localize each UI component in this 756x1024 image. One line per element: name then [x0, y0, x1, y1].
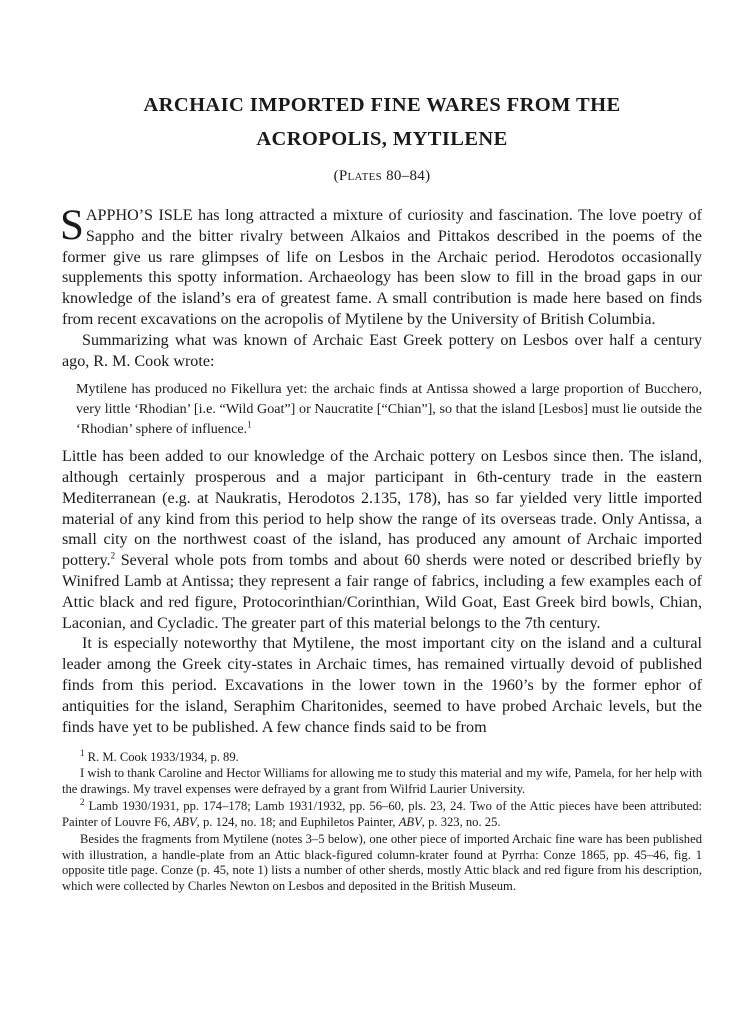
paragraph-3: [62, 447, 702, 634]
footnotes: [62, 750, 702, 894]
plates-reference: (Plates 80–84): [333, 168, 431, 184]
article-page: [62, 88, 702, 895]
paragraph-2: Summarizing what was known of Archaic East Greek pottery on Lesbos over half a century ago, R. M. Cook wrote:: [62, 331, 702, 370]
footnote-2-number: 2: [80, 796, 85, 807]
footnote-1-text: R. M. Cook 1933/1934, p. 89.: [84, 750, 239, 765]
footnote-1-acknowledgment: I wish to thank Caroline and Hector Williams for allowing me to study this material and my wife, Pamela, for her help with the drawings. My travel expenses were defrayed by a grant from Wilfrid Laurier University.: [62, 765, 702, 796]
paragraph-1: [60, 202, 702, 331]
paragraph-1-text: APPHO’S ISLE has long attracted a mixture of curiosity and fascination. The love poetry of Sappho and the bitter rivalry between Alkaios and Pittakos described in the poems of the former give us rare glimpses of life on Lesbos in the Archaic period. Herodotos occasionally supplements this spotty information. Archaeology has been slow to fill in the broad gaps in our knowledge of the island’s era of greatest fame. A small contribution is made here based on finds from recent excavations on the acropolis of Mytilene by the University of British Columbia.: [62, 207, 702, 328]
paragraph-3-text-b: Several whole pots from tombs and about 60 sherds were noted or described briefly by Winifred Lamb at Antissa; they represent a fair range of fabrics, including a few examples each of Attic black and red figure, Protocorinthian/Corinthian, Wild Goat, East Greek bird bowls, Chian, Laconian, and Cycladic. The greater part of this material belongs to the 7th century.: [62, 552, 702, 632]
footnote-1-number: 1: [80, 748, 85, 759]
footnote-ref-2[interactable]: 2: [110, 550, 116, 561]
title-line-2: ACROPOLIS, MYTILENE: [256, 128, 508, 150]
footnote-2-text-b: , p. 124, no. 18; and Euphiletos Painter,: [196, 814, 399, 829]
footnote-2: [62, 796, 702, 830]
footnote-2-continuation: Besides the fragments from Mytilene (notes 3–5 below), one other piece of imported Archaic fine ware has been published with illustration, a handle-plate from an Attic black-figured column-krater found at Pyrrha: Conze 1865, pp. 45–46, fig. 1 opposite title page. Conze (p. 45, note 1) lists a number of other sherds, mostly Attic black and red figure from his description, which were collected by Charles Newton on Lesbos and deposited in the British Museum.: [62, 832, 702, 894]
block-quote: [76, 380, 702, 439]
footnote-2-text-a: Lamb 1930/1931, pp. 174–178; Lamb 1931/1932, pp. 56–60, pls. 23, 24. Two of the Attic pieces have been attributed: Painter of Louvre F6,: [62, 799, 702, 829]
footnote-2-abv-2: ABV: [398, 814, 422, 829]
article-title: [62, 88, 702, 156]
paragraph-4: It is especially noteworthy that Mytilene, the most important city on the island and a cultural leader among the Greek city-states in Archaic times, has remained virtually devoid of published finds from this period. Excavations in the lower town in the 1960’s by the former ephor of antiquities for the island, Seraphim Charitonides, seemed to have probed Archaic levels, but the finds have yet to be published. A few chance finds said to be from: [62, 635, 702, 736]
drop-cap: S: [60, 202, 84, 249]
block-quote-text: Mytilene has produced no Fikellura yet: the archaic finds at Antissa showed a large proportion of Bucchero, very little ‘Rhodian’ [i.e. “Wild Goat”] or Naucratite [“Chian”], so that the island [Lesbos] must lie outside the ‘Rhodian’ sphere of influence.: [76, 381, 702, 437]
footnote-1: [62, 750, 702, 766]
footnote-ref-1[interactable]: 1: [247, 418, 252, 429]
title-line-1: ARCHAIC IMPORTED FINE WARES FROM THE: [143, 94, 621, 116]
footnote-2-abv-1: ABV: [173, 814, 197, 829]
footnote-2-text-c: , p. 323, no. 25.: [421, 814, 501, 829]
paragraph-3-text-a: Little has been added to our knowledge of the Archaic pottery on Lesbos since then. The island, although certainly prosperous and a major participant in 6th-century trade in the eastern Mediterranean (e.g. at Naukratis, Herodotos 2.135, 178), has so far yielded very little imported material of any kind from this period to help show the range of its overseas trade. Only Antissa, a small city on the northwest coast of the island, has produced any amount of Archaic imported pottery.: [62, 448, 702, 570]
